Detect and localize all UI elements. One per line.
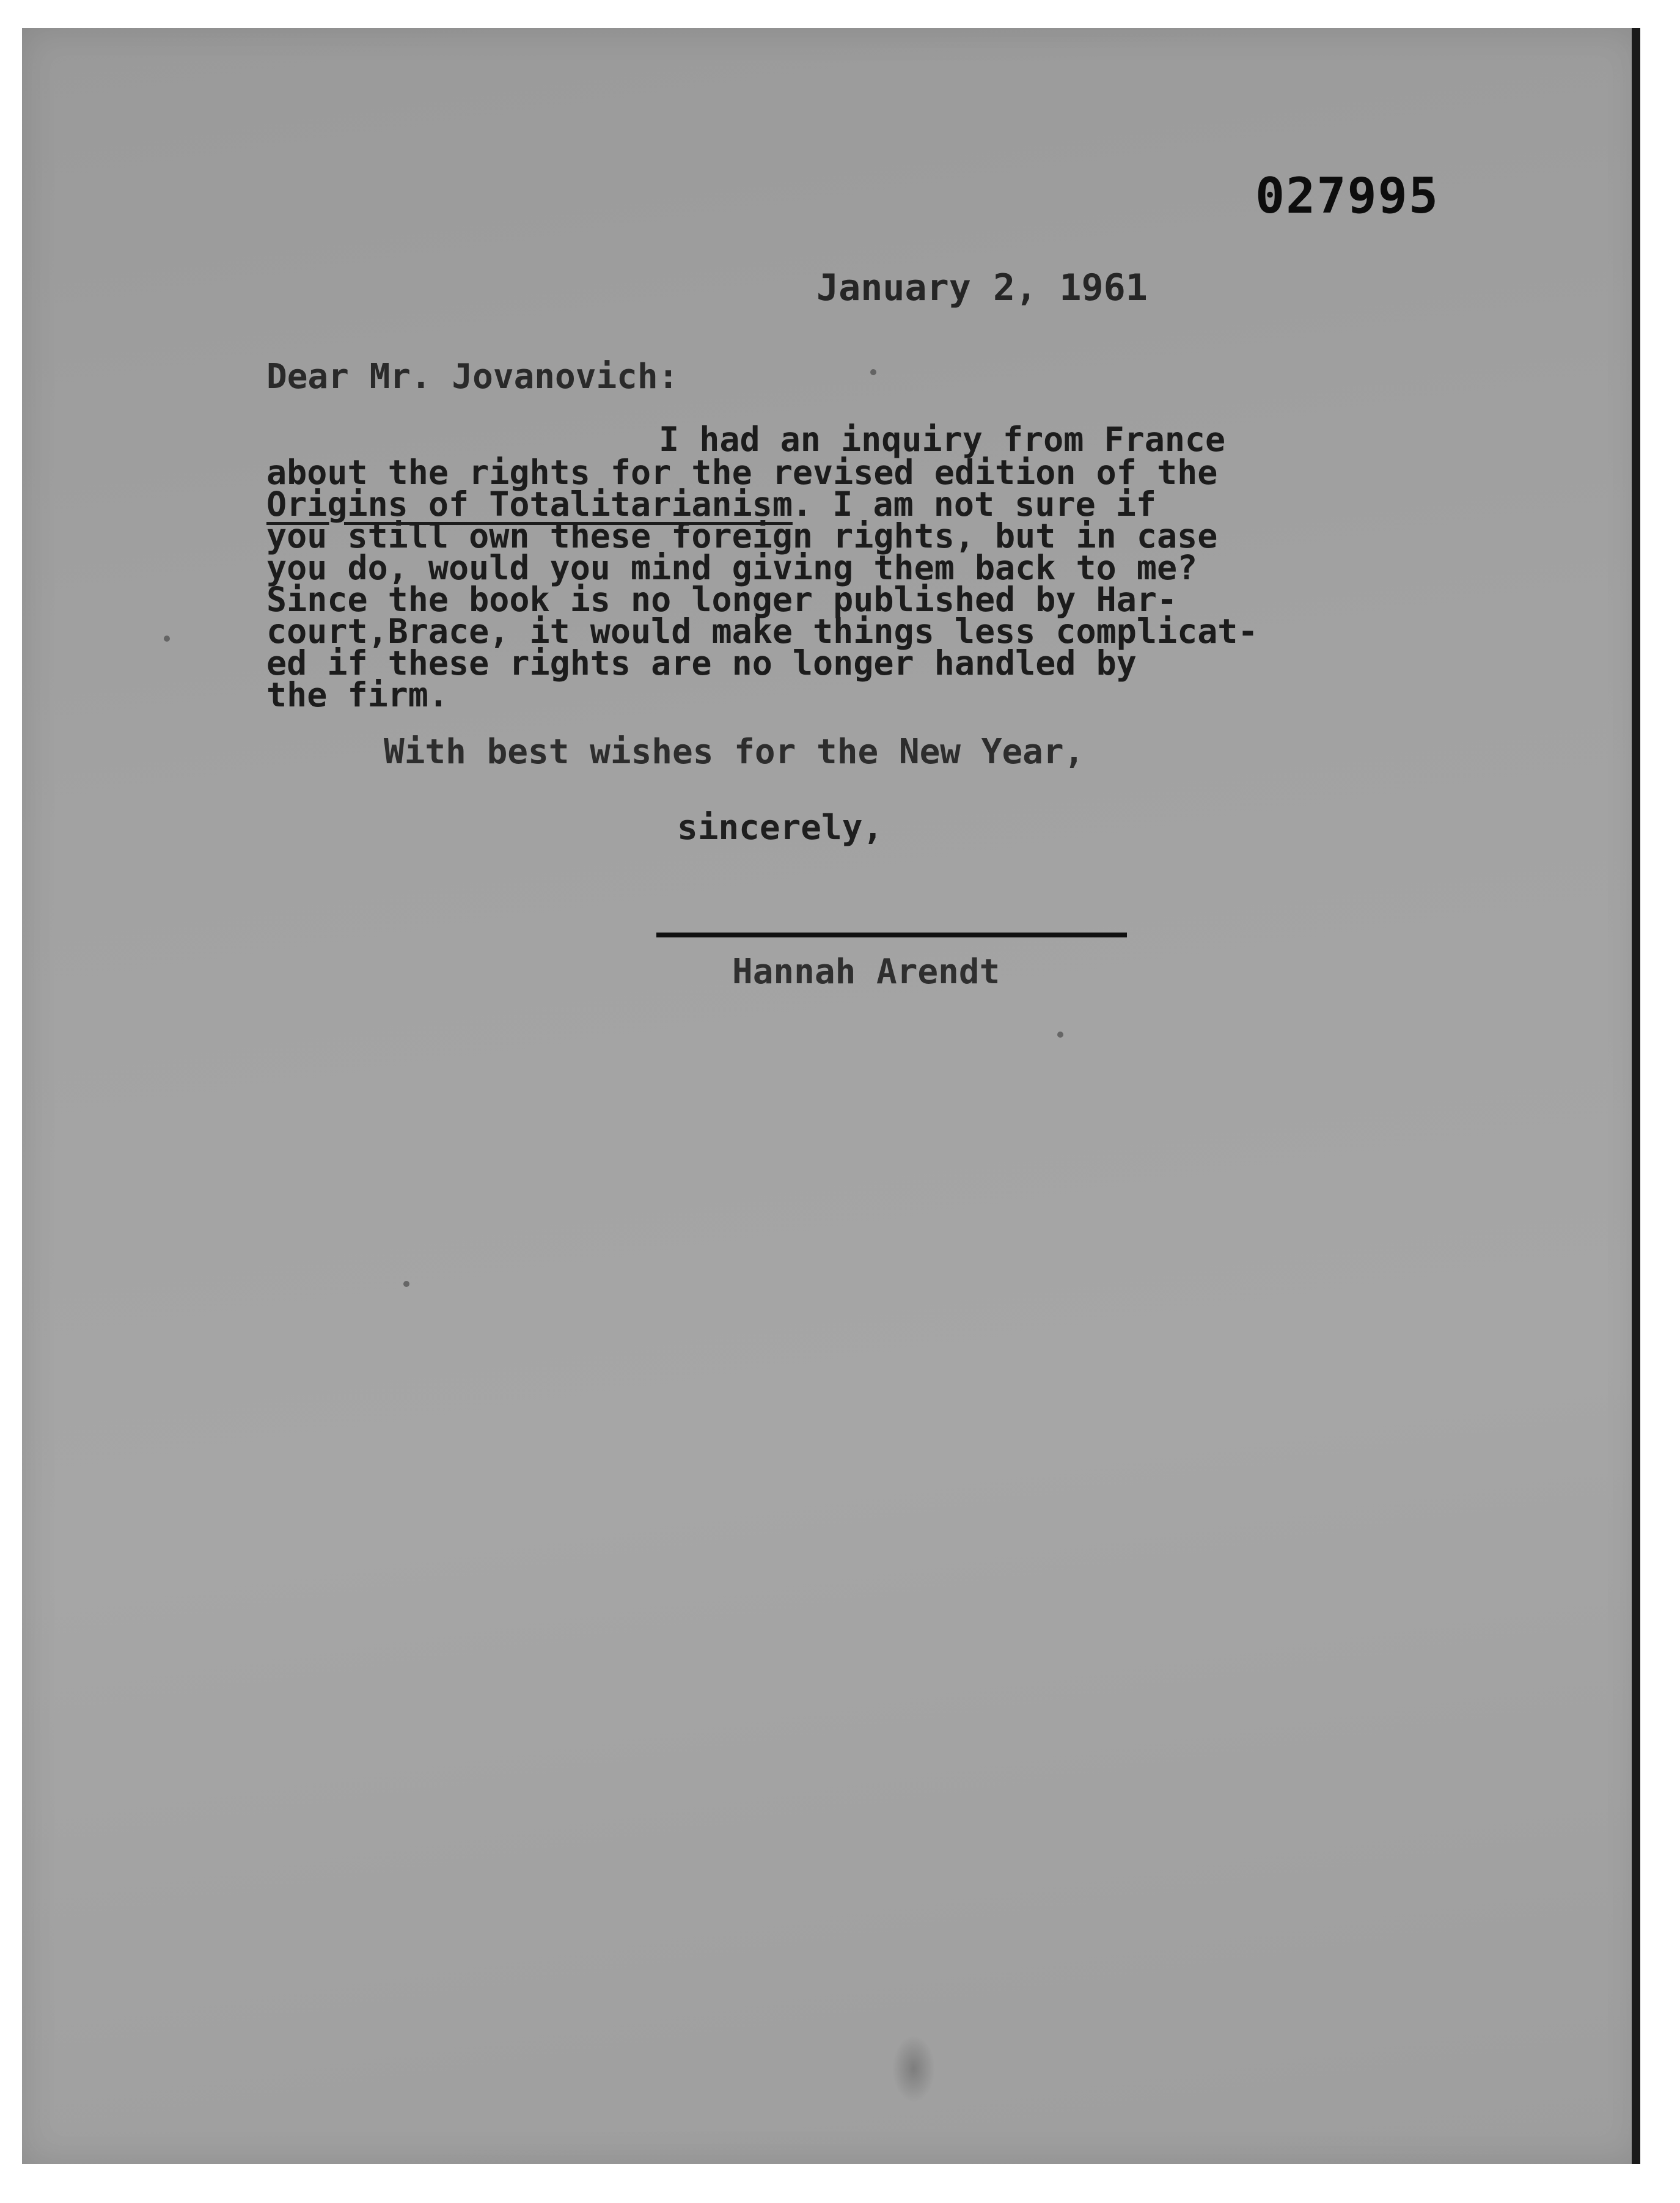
valediction: sincerely,: [677, 808, 884, 848]
letter-date: January 2, 1961: [816, 266, 1148, 309]
body-line-1: I had an inquiry from France: [659, 420, 1226, 459]
ink-blot: [892, 2035, 935, 2102]
body-line-5: you do, would you mind giving them back to me?: [266, 548, 1198, 587]
body-line-4: you still own these foreign rights, but in case: [266, 516, 1218, 555]
body-line-2: about the rights for the revised edition of the: [266, 453, 1218, 492]
document-number: 027995: [1255, 167, 1439, 224]
sheet-edge-shadow: [1632, 28, 1640, 2164]
signature-name: Hannah Arendt: [732, 952, 1000, 992]
salutation: Dear Mr. Jovanovich:: [266, 357, 679, 397]
signature-line: [656, 933, 1127, 937]
body-line-9: the firm.: [266, 675, 449, 714]
closing-line: With best wishes for the New Year,: [384, 732, 1085, 772]
paper-speck: [1057, 1032, 1063, 1038]
book-title: Origins of Totalitarianism: [266, 485, 793, 524]
body-line-6: Since the book is no longer published by Har-: [266, 580, 1178, 619]
paper-speck: [403, 1281, 409, 1287]
body-line-7: court,Brace, it would make things less complicat-: [266, 612, 1258, 651]
body-line-8: ed if these rights are no longer handled by: [266, 643, 1137, 683]
paper-speck: [870, 369, 876, 375]
body-line-3-continued: . I am not sure if: [792, 485, 1157, 524]
letter-sheet: [22, 28, 1640, 2164]
paper-speck: [164, 636, 170, 642]
